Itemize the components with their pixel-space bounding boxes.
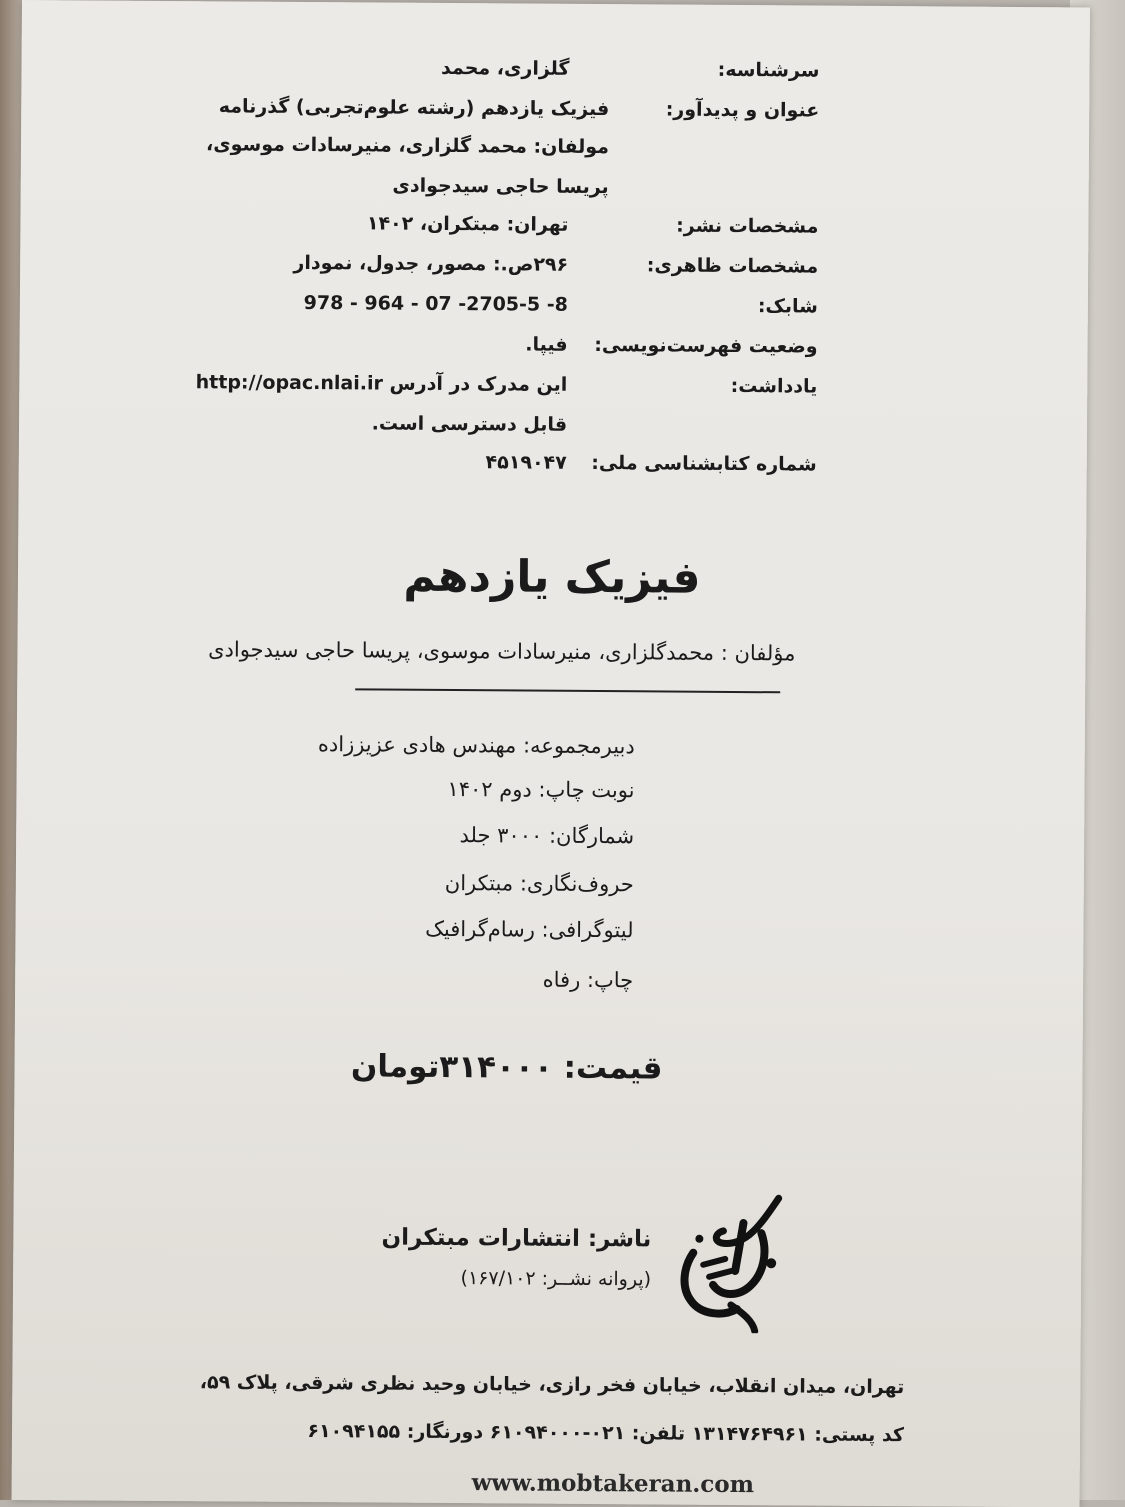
cip-row-cataloging-status — [20, 328, 1088, 358]
cip-row-note — [19, 368, 1087, 398]
cip-value: فیپا. — [525, 333, 568, 356]
cip-value: قابل دسترسی است. — [371, 412, 568, 436]
divider-line — [355, 688, 780, 693]
credit-lithography: لیتوگرافی: رسام‌گرافیک — [425, 916, 634, 943]
cip-value: پریسا حاجی سیدجوادی — [392, 174, 609, 199]
website-url: www.mobtakeran.com — [471, 1469, 755, 1499]
cip-value: تهران: مبتکران، ۱۴۰۲ — [366, 212, 569, 236]
cip-label: مشخصات نشر: — [676, 214, 819, 238]
credit-print-run: شمارگان: ۳۰۰۰ جلد — [459, 823, 635, 849]
cip-label: شماره کتابشناسی ملی: — [591, 451, 817, 476]
publisher-name: ناشر: انتشارات مبتکران — [381, 1224, 652, 1253]
credit-typesetting: حروف‌نگاری: مبتکران — [444, 870, 634, 897]
cip-row-publication — [21, 208, 1089, 238]
cip-value: 978 - 964 - 07 -2705-5 -8 — [303, 291, 568, 316]
credit-edition: نوبت چاپ: دوم ۱۴۰۲ — [447, 776, 635, 803]
credit-editor: دبیرمجموعه: مهندس هادی عزیززاده — [317, 732, 635, 759]
credit-printing: چاپ: رفاه — [542, 967, 634, 993]
cip-value: گلزاری، محمد — [440, 56, 570, 80]
cip-value: مولفان: محمد گلزاری، منیرسادات موسوی، — [205, 133, 610, 159]
cip-row-authors-cont — [21, 170, 1089, 199]
publisher-license: (پروانه نشــر: ۱۶۷/۱۰۲) — [460, 1267, 652, 1291]
authors-line: مؤلفان : محمدگلزاری، منیرسادات موسوی، پریسا حاجی سیدجوادی — [208, 637, 796, 666]
book-title: فیزیک یازدهم — [403, 550, 701, 604]
address-line-2: کد پستی: ۱۳۱۴۷۶۴۹۶۱ تلفن: ۰۲۱-۶۱۰۹۴۰۰۰ دورنگار: ۶۱۰۹۴۱۵۵ — [307, 1420, 905, 1447]
book-page — [12, 0, 1090, 1507]
cip-label: سرشناسه: — [717, 58, 820, 82]
cip-value: ۴۵۱۹۰۴۷ — [485, 451, 567, 474]
cip-label: مشخصات ظاهری: — [646, 254, 819, 278]
cip-value: فیزیک یازدهم (رشته علوم‌تجربی) گذرنامه — [218, 95, 610, 121]
cip-row-physical — [20, 248, 1088, 278]
cip-label: وضعیت فهرست‌نویسی: — [594, 334, 818, 358]
cip-label: عنوان و پدیدآور: — [665, 98, 820, 122]
cip-row-heading — [22, 52, 1090, 82]
cip-value: این مدرک در آدرس http://opac.nlai.ir — [195, 371, 568, 396]
cip-label: شابک: — [757, 295, 818, 318]
cip-row-isbn — [20, 288, 1088, 318]
cip-label: یادداشت: — [730, 374, 818, 398]
cip-row-authors — [21, 130, 1089, 159]
mobtakeran-logo-icon — [673, 1193, 794, 1334]
cip-value: ۲۹۶ص.: مصور، جدول، نمودار — [293, 251, 569, 276]
address-line-1: تهران، میدان انقلاب، خیابان فخر رازی، خیابان وحید نظری شرقی، پلاک ۵۹، — [199, 1371, 905, 1399]
cip-row-title — [21, 92, 1089, 122]
cip-row-national-number — [19, 446, 1087, 476]
cip-row-note-cont — [19, 408, 1087, 436]
cip-block — [22, 0, 1090, 476]
price: قیمت: ۳۱۴۰۰۰تومان — [350, 1048, 663, 1087]
